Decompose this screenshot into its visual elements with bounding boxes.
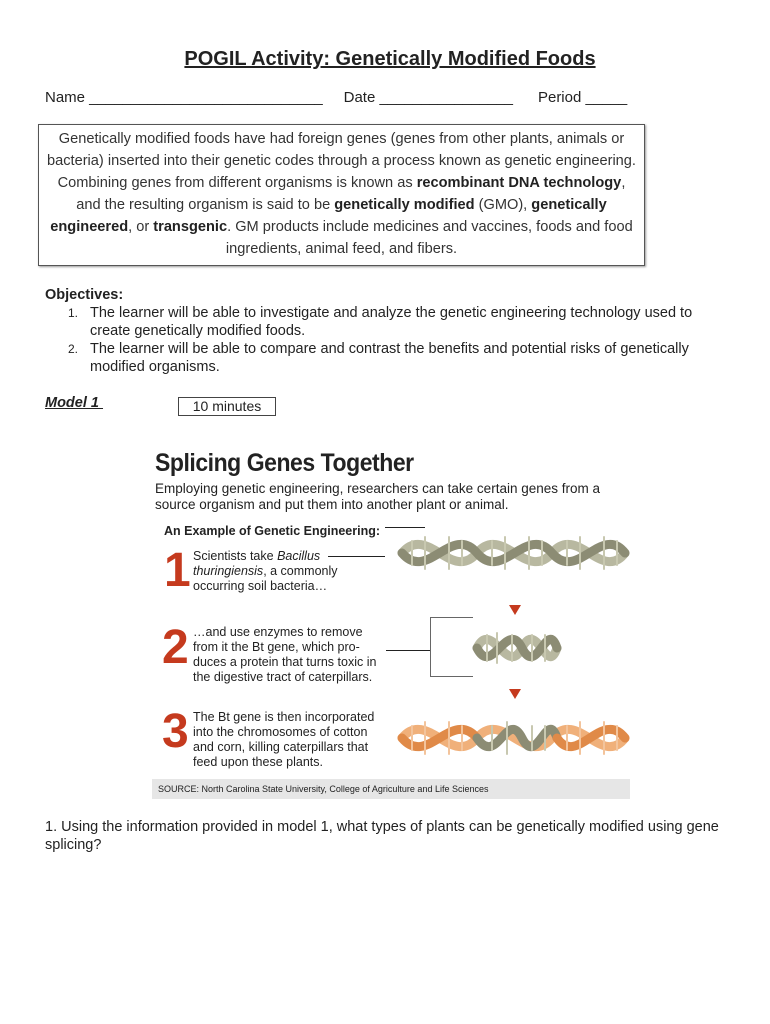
name-field[interactable]: Name ____________________________ [45, 89, 323, 106]
step-text: …and use enzymes to remove from it the Bt gene, which pro-duces a protein that turns toxic in the digestive tract of caterpillars. [193, 625, 377, 684]
step-number: 1 [164, 544, 191, 597]
intro-text: , and the resulting organism is said to be [76, 175, 626, 213]
intro-text: . GM products include medicines and vaccines, foods and food ingredients, animal feed, and fibers. [225, 219, 633, 257]
page-title: POGIL Activity: Genetically Modified Foods [184, 48, 596, 70]
header-fields [45, 89, 627, 106]
intro-text: (GMO), [474, 197, 532, 213]
list-number: 2. [68, 342, 79, 356]
period-field[interactable]: Period _____ [537, 89, 628, 106]
objective-text: The learner will be able to investigate and analyze the genetic engineering technology used to create genetically modified foods. [90, 305, 693, 339]
term-ge: genetically engineered [50, 197, 607, 235]
step-text: Scientists take Bacillus thuringiensis, a commonly occurring soil bacteria… [193, 549, 338, 593]
dna-helix-top [402, 537, 625, 569]
step-text: The Bt gene is then incorporated into the chromosomes of cotton and corn, killing caterpillars that feed upon these plants. [193, 710, 375, 769]
term-recombinant-dna: recombinant DNA technology [416, 175, 622, 191]
list-number: 1. [68, 306, 79, 320]
objective-text: The learner will be able to compare and contrast the benefits and potential risks of genetically modified organisms. [90, 341, 689, 375]
figure-source: SOURCE: North Carolina State University, College of Agriculture and Life Sciences [152, 779, 630, 799]
model-heading: Model 1 [45, 395, 104, 411]
question-1: 1. Using the information provided in model 1, what types of plants can be genetically modified using gene splicing? [45, 819, 719, 853]
arrow-down-icon [509, 605, 521, 615]
dna-helix-bottom [402, 722, 625, 754]
list-item [45, 340, 735, 376]
time-box: 10 minutes [178, 397, 276, 416]
term-gm: genetically modified [334, 197, 475, 213]
term-transgenic: transgenic [153, 219, 228, 235]
step-number: 3 [162, 705, 189, 758]
intro-box [38, 124, 645, 266]
objectives-heading: Objectives: [45, 287, 124, 303]
intro-text: Genetically modified foods have had foreign genes (genes from other plants, animals or bacteria) inserted into their genetic codes through a process known as genetic engineering. Combining genes from different organisms is known as [47, 131, 636, 191]
example-heading: An Example of Genetic Engineering: [164, 524, 381, 538]
figure-subtitle: Employing genetic engineering, researchers can take certain genes from a source organism and put them into another plant or animal. [155, 481, 600, 512]
date-field[interactable]: Date ________________ [343, 89, 513, 106]
intro-text: , or [128, 219, 154, 235]
objectives-list [45, 304, 735, 376]
figure-title: Splicing Genes Together [155, 449, 414, 477]
step-number: 2 [162, 621, 189, 674]
dna-illustration [397, 523, 630, 779]
list-item [45, 304, 735, 340]
arrow-down-icon [509, 689, 521, 699]
dna-helix-middle [477, 633, 557, 663]
gene-splicing-figure [152, 443, 630, 799]
